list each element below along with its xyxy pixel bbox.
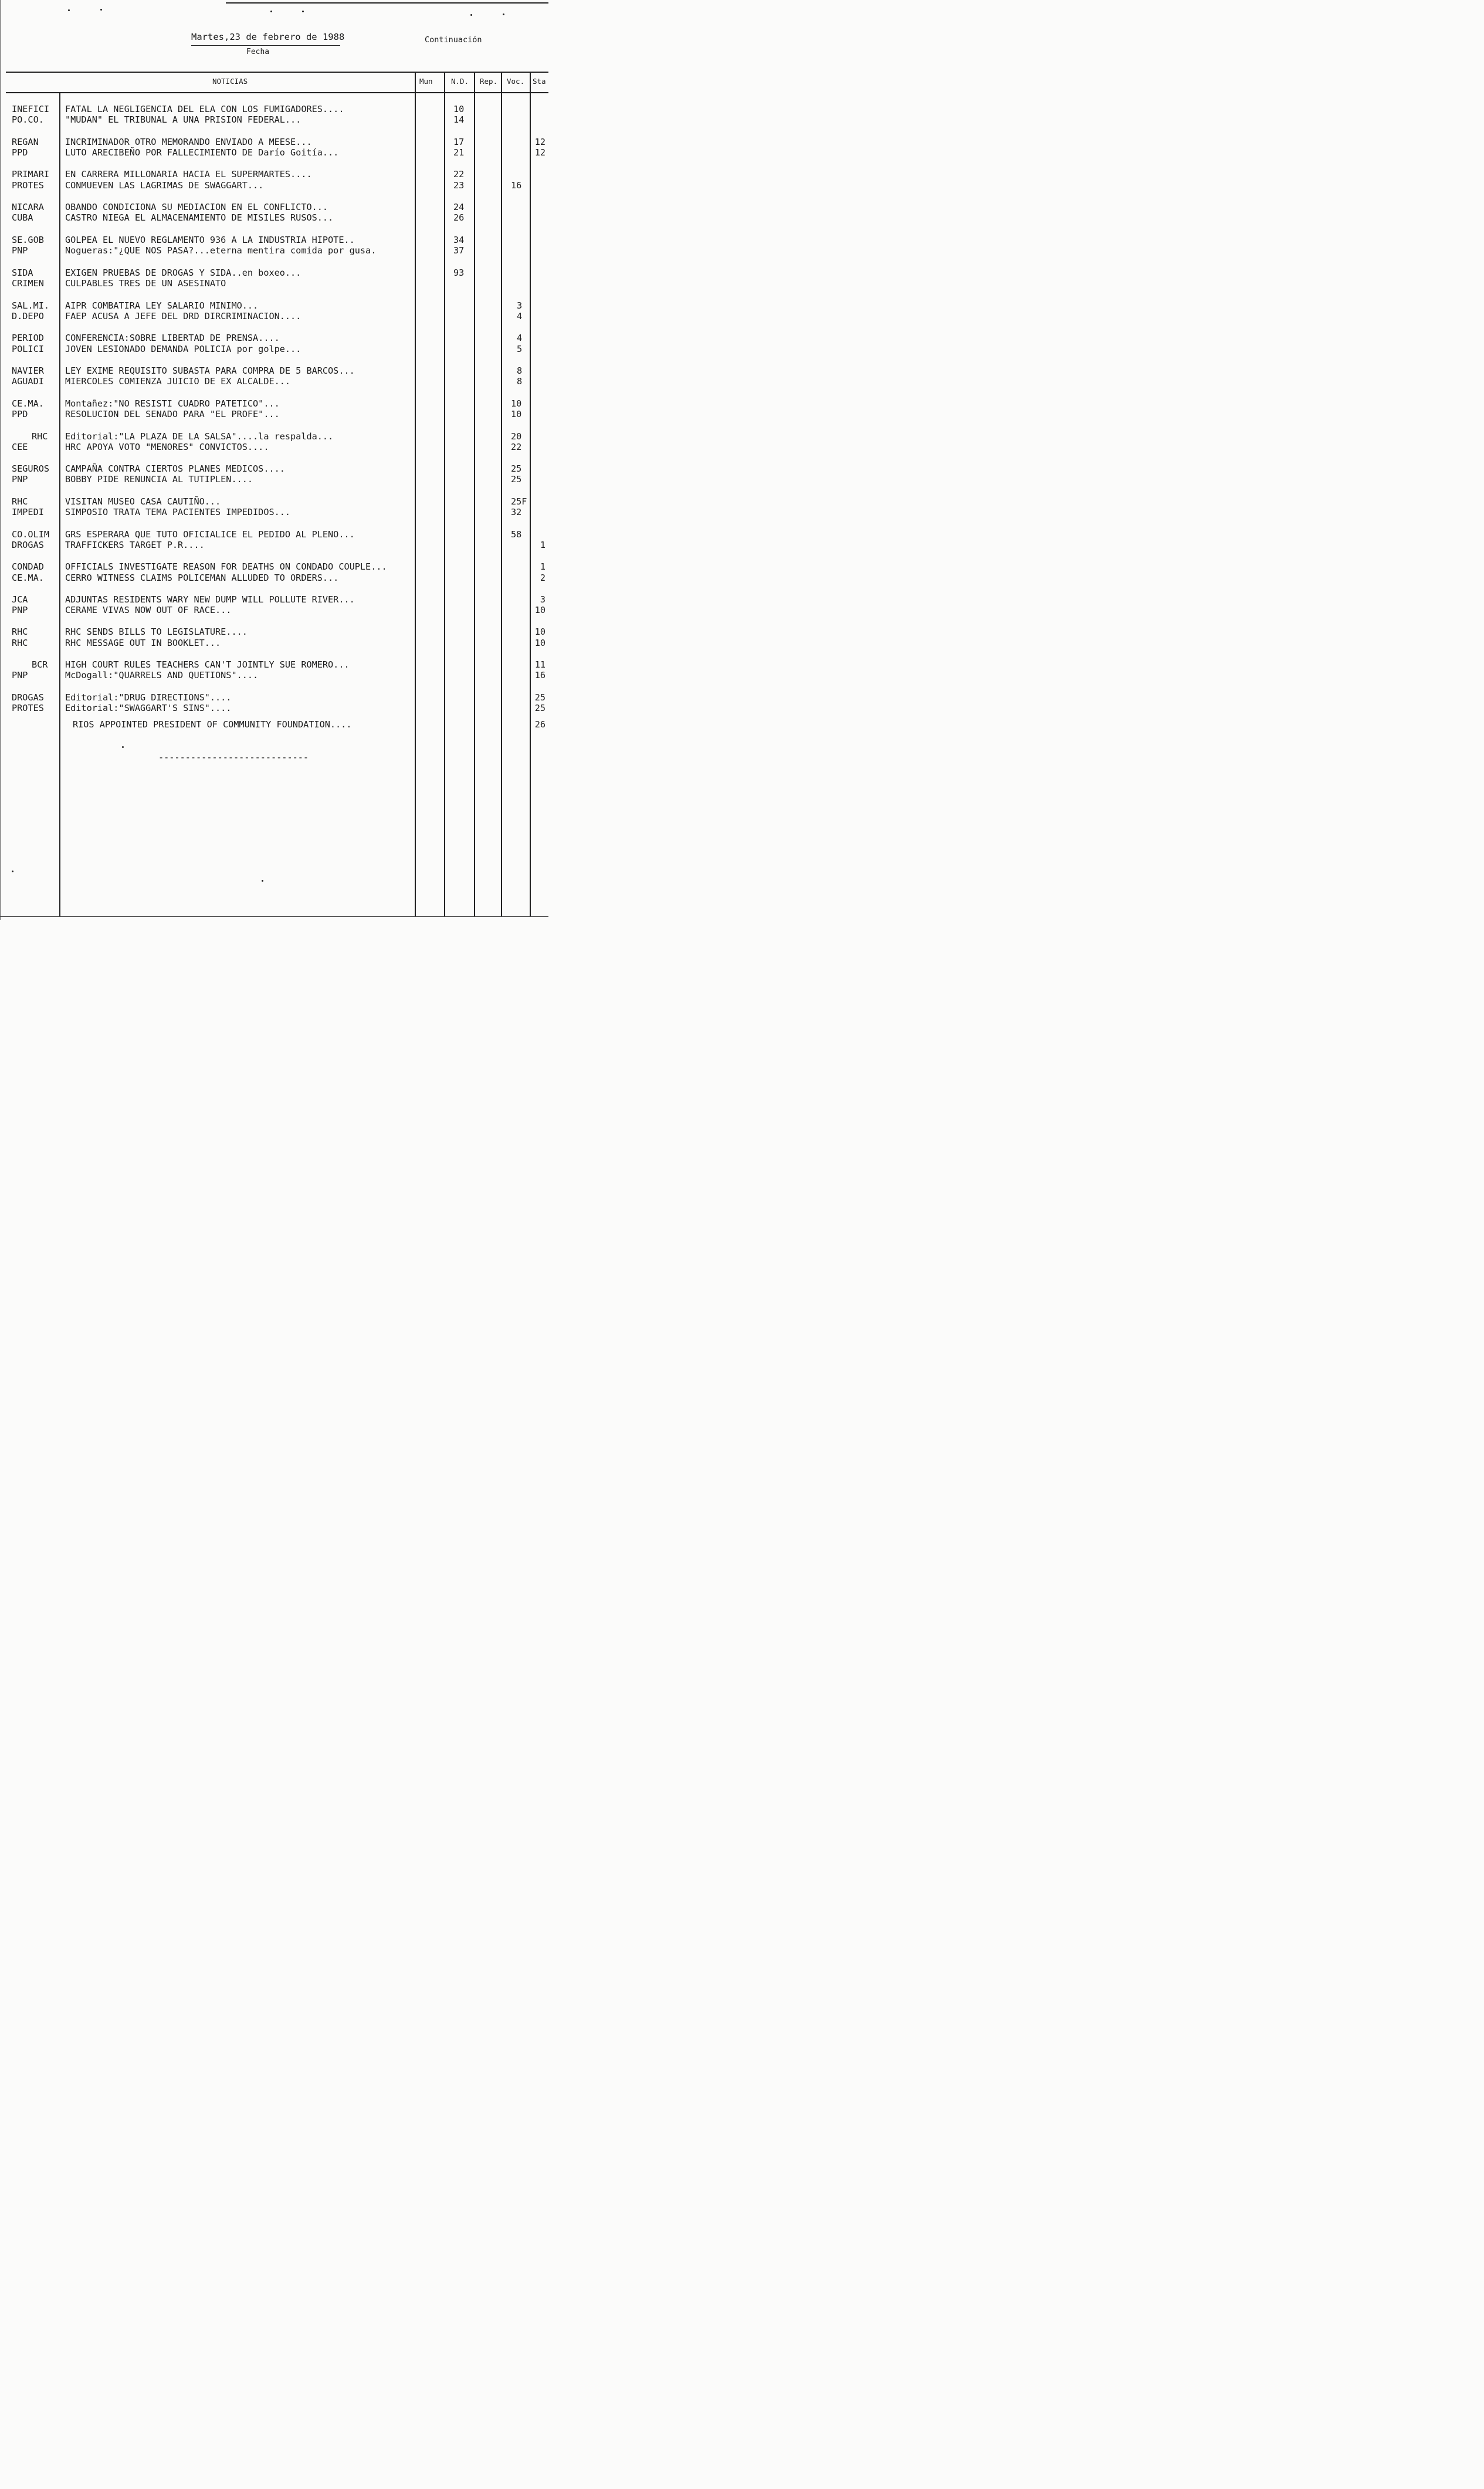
- row-voc: 8: [517, 376, 523, 387]
- row-headline: LUTO ARECIBEÑO POR FALLECIMIENTO DE Darío Goitía...: [65, 147, 339, 158]
- table-row: [0, 180, 548, 191]
- end-of-list-rule: ----------------------------: [158, 752, 309, 763]
- row-headline: ADJUNTAS RESIDENTS WARY NEW DUMP WILL POLLUTE RIVER...: [65, 594, 355, 605]
- row-sta: 12: [534, 137, 546, 147]
- table-row: [0, 627, 548, 637]
- row-headline: AIPR COMBATIRA LEY SALARIO MINIMO...: [65, 300, 259, 311]
- row-headline: TRAFFICKERS TARGET P.R....: [65, 540, 205, 550]
- table-row: [0, 245, 548, 256]
- row-headline: INCRIMINADOR OTRO MEMORANDO ENVIADO A MEESE...: [65, 137, 312, 147]
- row-nd: 24: [453, 202, 465, 212]
- row-sta: 25: [534, 703, 546, 713]
- row-nd: 14: [453, 114, 465, 125]
- row-headline: Editorial:"LA PLAZA DE LA SALSA"....la respalda...: [65, 431, 334, 442]
- table-row: [0, 202, 548, 212]
- row-nd: 26: [453, 212, 465, 223]
- table-row: [0, 474, 548, 485]
- table-row: [0, 212, 548, 223]
- table-row: [0, 573, 548, 583]
- table-row: [0, 670, 548, 680]
- row-category: CO.OLIM: [12, 529, 50, 540]
- table-row: [0, 463, 548, 474]
- table-row: [0, 409, 548, 419]
- row-category: PO.CO.: [12, 114, 44, 125]
- scan-speck: [12, 871, 13, 872]
- row-category: CUBA: [12, 212, 33, 223]
- row-category: RHC: [12, 627, 28, 637]
- table-row: [0, 169, 548, 180]
- row-headline: CERAME VIVAS NOW OUT OF RACE...: [65, 605, 232, 615]
- row-headline: Editorial:"SWAGGART'S SINS"....: [65, 703, 232, 713]
- scan-speck: [470, 14, 472, 16]
- row-category: AGUADI: [12, 376, 44, 387]
- row-category: D.DEPO: [12, 311, 44, 321]
- table-row: [0, 235, 548, 245]
- table-row: [0, 507, 548, 517]
- row-sta: 10: [534, 638, 546, 648]
- table-row: [0, 147, 548, 158]
- row-category: PNP: [12, 474, 28, 485]
- top-rule: [226, 2, 548, 4]
- scan-speck: [302, 11, 304, 12]
- row-headline: Nogueras:"¿QUE NOS PASA?...eterna mentira comida por gusa.: [65, 245, 377, 256]
- row-voc: 10: [511, 409, 522, 419]
- row-category: JCA: [12, 594, 28, 605]
- row-headline: JOVEN LESIONADO DEMANDA POLICIA por golpe...: [65, 344, 301, 354]
- col-header-sta: Sta: [533, 77, 546, 86]
- col-header-nd: N.D.: [451, 77, 469, 86]
- table-row: [0, 703, 548, 713]
- row-sta: 10: [534, 627, 546, 637]
- date-underline: [191, 45, 340, 46]
- row-headline: CONFERENCIA:SOBRE LIBERTAD DE PRENSA....: [65, 333, 280, 343]
- table-row: [0, 365, 548, 376]
- row-category: PNP: [12, 245, 28, 256]
- table-row: [0, 540, 548, 550]
- table-row: [0, 114, 548, 125]
- row-sta: 1: [540, 561, 546, 572]
- scan-speck: [270, 11, 272, 12]
- row-headline: HIGH COURT RULES TEACHERS CAN'T JOINTLY SUE ROMERO...: [65, 659, 350, 670]
- row-headline: CONMUEVEN LAS LAGRIMAS DE SWAGGART...: [65, 180, 264, 191]
- row-category: CEE: [12, 442, 28, 452]
- row-category: CRIMEN: [12, 278, 44, 289]
- row-voc: 32: [511, 507, 522, 517]
- date-line: Martes,23 de febrero de 1988: [191, 32, 345, 42]
- row-category: DROGAS: [12, 540, 44, 550]
- row-sta: 12: [534, 147, 546, 158]
- row-headline: Editorial:"DRUG DIRECTIONS"....: [65, 692, 232, 703]
- table-row: [0, 719, 548, 730]
- row-headline: Montañez:"NO RESISTI CUADRO PATETICO"...: [65, 398, 280, 409]
- row-voc: 4: [517, 333, 523, 343]
- row-headline: MIERCOLES COMIENZA JUICIO DE EX ALCALDE...: [65, 376, 291, 387]
- row-voc: 5: [517, 344, 523, 354]
- table-row: [0, 638, 548, 648]
- row-category: PROTES: [12, 703, 44, 713]
- row-voc: 22: [511, 442, 522, 452]
- row-sta: 26: [534, 719, 546, 730]
- table-header-rule: [6, 92, 548, 93]
- table-row: [0, 311, 548, 321]
- table-row: [0, 442, 548, 452]
- row-category: NAVIER: [12, 365, 44, 376]
- table-row: [0, 605, 548, 615]
- row-headline: CASTRO NIEGA EL ALMACENAMIENTO DE MISILES RUSOS...: [65, 212, 334, 223]
- divider-nd: [444, 72, 445, 916]
- row-voc: 58: [511, 529, 522, 540]
- row-headline: CULPABLES TRES DE UN ASESINATO: [65, 278, 226, 289]
- scan-speck: [262, 880, 263, 882]
- col-header-mun: Mun: [419, 77, 433, 86]
- row-headline: CAMPAÑA CONTRA CIERTOS PLANES MEDICOS....: [65, 463, 285, 474]
- row-category: NICARA: [12, 202, 44, 212]
- row-category: CONDAD: [12, 561, 44, 572]
- row-headline: GOLPEA EL NUEVO REGLAMENTO 936 A LA INDUSTRIA HIPOTE..: [65, 235, 355, 245]
- table-row: [0, 529, 548, 540]
- row-headline: EN CARRERA MILLONARIA HACIA EL SUPERMARTES....: [65, 169, 312, 180]
- row-category: RHC: [12, 496, 28, 507]
- row-category: PPD: [12, 147, 28, 158]
- row-category: SEGUROS: [12, 463, 50, 474]
- continuation-label: Continuación: [425, 35, 482, 45]
- row-category: CE.MA.: [12, 398, 44, 409]
- row-headline: HRC APOYA VOTO "MENORES" CONVICTOS....: [65, 442, 269, 452]
- row-headline: VISITAN MUSEO CASA CAUTIÑO...: [65, 496, 221, 507]
- row-category: INEFICI: [12, 104, 50, 114]
- table-row: [0, 267, 548, 278]
- divider-rep: [474, 72, 475, 916]
- scan-speck: [100, 9, 102, 11]
- row-voc: 16: [511, 180, 522, 191]
- row-nd: 23: [453, 180, 465, 191]
- col-header-rep: Rep.: [480, 77, 498, 86]
- row-headline: RESOLUCION DEL SENADO PARA "EL PROFE"...: [65, 409, 280, 419]
- row-headline: CERRO WITNESS CLAIMS POLICEMAN ALLUDED TO ORDERS...: [65, 573, 339, 583]
- divider-mun: [415, 72, 416, 916]
- row-category: PNP: [12, 605, 28, 615]
- col-header-voc: Voc.: [507, 77, 525, 86]
- row-voc: 25: [511, 463, 522, 474]
- row-headline: EXIGEN PRUEBAS DE DROGAS Y SIDA..en boxeo...: [65, 267, 301, 278]
- row-headline: FATAL LA NEGLIGENCIA DEL ELA CON LOS FUMIGADORES....: [65, 104, 344, 114]
- row-nd: 10: [453, 104, 465, 114]
- divider-voc: [501, 72, 502, 916]
- scan-speck: [122, 746, 124, 748]
- table-row: [0, 137, 548, 147]
- table-row: [0, 496, 548, 507]
- row-category: PNP: [12, 670, 28, 680]
- row-sta: 11: [534, 659, 546, 670]
- divider-sta: [530, 72, 531, 916]
- table-row: [0, 692, 548, 703]
- row-category: SAL.MI.: [12, 300, 50, 311]
- row-sta: 1: [540, 540, 546, 550]
- table-row: [0, 398, 548, 409]
- row-headline: "MUDAN" EL TRIBUNAL A UNA PRISION FEDERAL...: [65, 114, 301, 125]
- row-category: PRIMARI: [12, 169, 50, 180]
- row-category: PROTES: [12, 180, 44, 191]
- row-category: RHC: [12, 638, 28, 648]
- row-category: REGAN: [12, 137, 39, 147]
- row-nd: 21: [453, 147, 465, 158]
- row-headline: LEY EXIME REQUISITO SUBASTA PARA COMPRA DE 5 BARCOS...: [65, 365, 355, 376]
- row-sta: 16: [534, 670, 546, 680]
- row-headline: RHC MESSAGE OUT IN BOOKLET...: [65, 638, 221, 648]
- row-category: IMPEDI: [12, 507, 44, 517]
- row-category: RHC: [32, 431, 48, 442]
- row-voc: 8: [517, 365, 523, 376]
- row-headline: OBANDO CONDICIONA SU MEDIACION EN EL CONFLICTO...: [65, 202, 328, 212]
- table-row: [0, 333, 548, 343]
- row-category: CE.MA.: [12, 573, 44, 583]
- row-category: SIDA: [12, 267, 33, 278]
- row-headline: FAEP ACUSA A JEFE DEL DRD DIRCRIMINACION....: [65, 311, 301, 321]
- scan-speck: [503, 13, 504, 15]
- table-row: [0, 594, 548, 605]
- row-headline: RIOS APPOINTED PRESIDENT OF COMMUNITY FOUNDATION....: [73, 719, 352, 730]
- row-nd: 93: [453, 267, 465, 278]
- row-nd: 22: [453, 169, 465, 180]
- table-row: [0, 561, 548, 572]
- row-voc: 25F: [511, 496, 527, 507]
- row-voc: 3: [517, 300, 523, 311]
- row-category: SE.GOB: [12, 235, 44, 245]
- table-row: [0, 431, 548, 442]
- row-sta: 10: [534, 605, 546, 615]
- table-row: [0, 300, 548, 311]
- table-row: [0, 278, 548, 289]
- row-voc: 4: [517, 311, 523, 321]
- row-category: BCR: [32, 659, 48, 670]
- row-voc: 10: [511, 398, 522, 409]
- bottom-rule: [0, 916, 548, 917]
- table-row: [0, 376, 548, 387]
- scan-speck: [68, 9, 70, 11]
- row-sta: 3: [540, 594, 546, 605]
- row-nd: 34: [453, 235, 465, 245]
- row-headline: McDogall:"QUARRELS AND QUETIONS"....: [65, 670, 259, 680]
- row-category: PPD: [12, 409, 28, 419]
- table-top-rule: [6, 72, 548, 73]
- date-label: Fecha: [246, 48, 270, 56]
- row-headline: RHC SENDS BILLS TO LEGISLATURE....: [65, 627, 248, 637]
- row-voc: 25: [511, 474, 522, 485]
- row-voc: 20: [511, 431, 522, 442]
- row-headline: GRS ESPERARA QUE TUTO OFICIALICE EL PEDIDO AL PLENO...: [65, 529, 355, 540]
- row-category: DROGAS: [12, 692, 44, 703]
- row-category: PERIOD: [12, 333, 44, 343]
- row-nd: 17: [453, 137, 465, 147]
- table-row: [0, 104, 548, 114]
- row-nd: 37: [453, 245, 465, 256]
- row-sta: 2: [540, 573, 546, 583]
- row-category: POLICI: [12, 344, 44, 354]
- col-header-noticias: NOTICIAS: [212, 77, 248, 86]
- table-row: [0, 659, 548, 670]
- row-sta: 25: [534, 692, 546, 703]
- row-headline: OFFICIALS INVESTIGATE REASON FOR DEATHS ON CONDADO COUPLE...: [65, 561, 387, 572]
- row-headline: SIMPOSIO TRATA TEMA PACIENTES IMPEDIDOS...: [65, 507, 291, 517]
- table-row: [0, 344, 548, 354]
- row-headline: BOBBY PIDE RENUNCIA AL TUTIPLEN....: [65, 474, 253, 485]
